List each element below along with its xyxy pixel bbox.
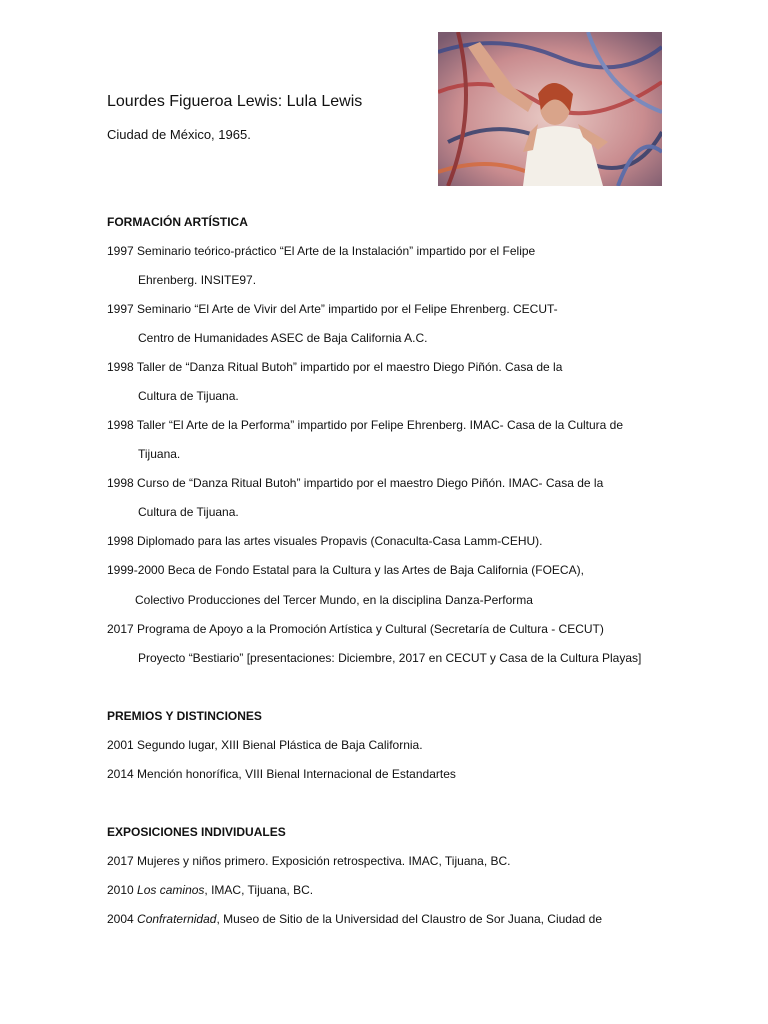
section-heading-formacion: FORMACIÓN ARTÍSTICA — [107, 215, 248, 229]
exposicion-details: , IMAC, Tijuana, BC. — [204, 883, 314, 897]
formacion-entry-continuation: Tijuana. — [138, 447, 181, 461]
exposicion-entry: 2017 Mujeres y niños primero. Exposición retrospectiva. IMAC, Tijuana, BC. — [107, 854, 511, 868]
formacion-entry: 1998 Curso de “Danza Ritual Butoh” impartido por el maestro Diego Piñón. IMAC- Casa de la — [107, 476, 604, 490]
exposicion-entry — [107, 883, 313, 897]
formacion-entry-continuation: Colectivo Producciones del Tercer Mundo, en la disciplina Danza-Performa — [135, 593, 533, 607]
formacion-entry-continuation: Centro de Humanidades ASEC de Baja California A.C. — [138, 331, 428, 345]
formacion-entry-continuation: Proyecto “Bestiario” [presentaciones: Diciembre, 2017 en CECUT y Casa de la Cultura Playas] — [138, 651, 642, 665]
formacion-entry-continuation: Ehrenberg. INSITE97. — [138, 273, 257, 287]
formacion-entry: 1997 Seminario teórico-práctico “El Arte de la Instalación” impartido por el Felipe — [107, 244, 536, 258]
formacion-entry-continuation: Cultura de Tijuana. — [138, 505, 239, 519]
formacion-entry: 1998 Taller de “Danza Ritual Butoh” impartido por el maestro Diego Piñón. Casa de la — [107, 360, 563, 374]
formacion-entry: 1998 Taller “El Arte de la Performa” impartido por Felipe Ehrenberg. IMAC- Casa de la Cultura de — [107, 418, 624, 432]
exposicion-year: 2004 — [107, 912, 134, 926]
section-heading-exposiciones: EXPOSICIONES INDIVIDUALES — [107, 825, 286, 839]
formacion-entry-continuation: Cultura de Tijuana. — [138, 389, 239, 403]
exposicion-year: 2010 — [107, 883, 134, 897]
exposicion-title: Confraternidad — [137, 912, 217, 926]
artist-name: Lourdes Figueroa Lewis: Lula Lewis — [107, 93, 363, 110]
formacion-entry: 1999-2000 Beca de Fondo Estatal para la Cultura y las Artes de Baja California (FOECA), — [107, 563, 584, 577]
exposicion-title: Los caminos — [137, 883, 205, 897]
formacion-entry: 1997 Seminario “El Arte de Vivir del Arte” impartido por el Felipe Ehrenberg. CECUT- — [107, 302, 558, 316]
formacion-entry: 2017 Programa de Apoyo a la Promoción Artística y Cultural (Secretaría de Cultura - CECUT) — [107, 622, 604, 636]
formacion-entry: 1998 Diplomado para las artes visuales Propavis (Conaculta-Casa Lamm-CEHU). — [107, 534, 543, 548]
artist-portrait-photo — [438, 32, 662, 186]
exposicion-entry — [107, 912, 602, 926]
birth-info: Ciudad de México, 1965. — [107, 127, 251, 142]
premios-entry: 2001 Segundo lugar, XIII Bienal Plástica de Baja California. — [107, 738, 423, 752]
section-heading-premios: PREMIOS Y DISTINCIONES — [107, 709, 262, 723]
exposicion-details: , Museo de Sitio de la Universidad del Claustro de Sor Juana, Ciudad de — [216, 912, 602, 926]
premios-entry: 2014 Mención honorífica, VIII Bienal Internacional de Estandartes — [107, 767, 456, 781]
